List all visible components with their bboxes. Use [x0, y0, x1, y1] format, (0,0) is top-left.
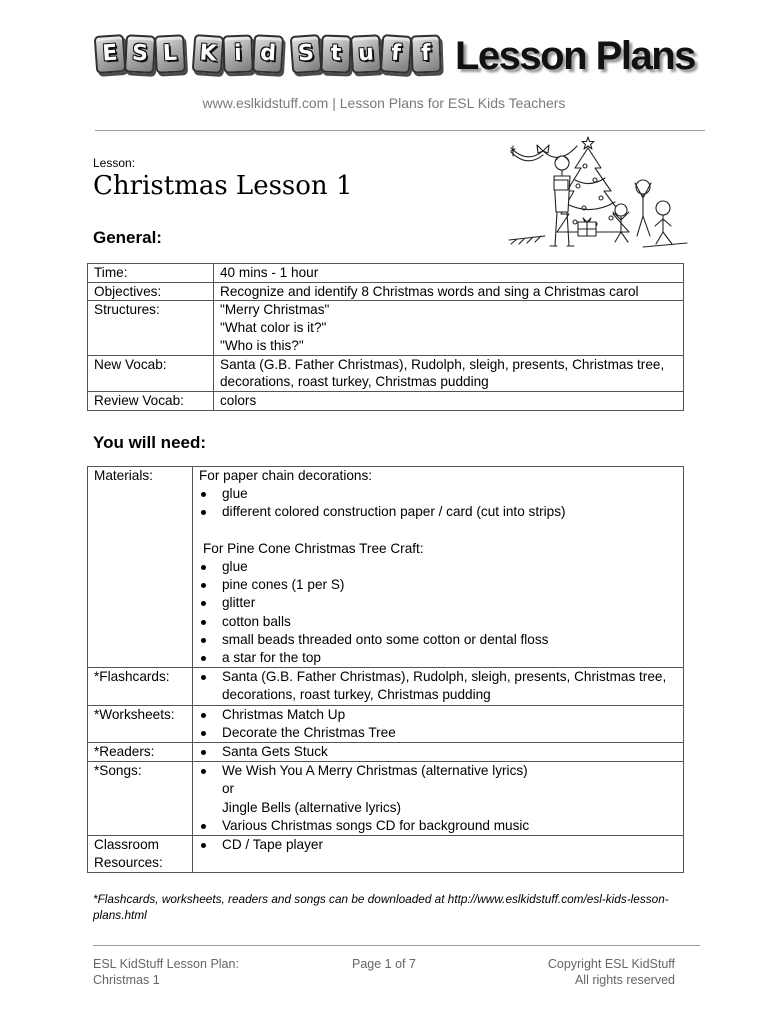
- footer-line: Christmas 1: [93, 973, 160, 987]
- list-item: [199, 649, 677, 667]
- label-line: Classroom: [94, 837, 159, 853]
- tree-star: [582, 137, 594, 149]
- list-item-text: decorations, roast turkey, Christmas pudding: [222, 687, 491, 703]
- row-value-new-vocab: [214, 355, 684, 391]
- download-footnote: [93, 892, 669, 923]
- list-item-text: Santa Gets Stuck: [222, 744, 328, 760]
- list-item-text: Various Christmas songs CD for background music: [222, 817, 530, 833]
- row-label-review-vocab: Review Vocab:: [88, 391, 214, 410]
- list-item: [199, 762, 677, 817]
- list-item-text: cotton balls: [222, 613, 291, 629]
- list-item: [199, 668, 677, 704]
- list-item: [199, 706, 677, 724]
- list-item-text: Jingle Bells (alternative lyrics): [222, 799, 402, 815]
- logo-letter-block: S: [290, 34, 323, 74]
- footer-copyright: [548, 956, 675, 988]
- row-label-flashcards: *Flashcards:: [88, 668, 193, 705]
- list-item: [199, 631, 677, 649]
- footnote-line: *Flashcards, worksheets, readers and songs can be downloaded at http://www.eslkidstuff.com/esl-kids-lesson-: [93, 892, 669, 906]
- value-line: 40 mins - 1 hour: [220, 265, 319, 280]
- table-row: [88, 762, 684, 836]
- list-item: [199, 485, 677, 503]
- list-item: [199, 503, 677, 521]
- list-item-text: glue: [222, 486, 248, 502]
- header-divider: [95, 130, 705, 131]
- row-label-readers: *Readers:: [88, 743, 193, 762]
- table-row: [88, 355, 684, 391]
- row-value-time: [214, 264, 684, 283]
- logo-letter-block: L: [154, 34, 186, 74]
- materials-group-heading: For paper chain decorations:: [199, 468, 373, 483]
- table-row: [88, 264, 684, 283]
- table-row: [88, 705, 684, 742]
- list-item-text: Christmas Match Up: [222, 706, 346, 722]
- list-item-text: pine cones (1 per S): [222, 577, 345, 593]
- row-value-readers: [193, 743, 684, 762]
- lesson-label: Lesson:: [93, 156, 136, 170]
- list-item-text: glue: [222, 559, 248, 574]
- list-item: [199, 724, 677, 742]
- children-figures: [613, 180, 672, 244]
- row-label-new-vocab: New Vocab:: [88, 355, 214, 391]
- presents: [578, 218, 596, 236]
- bullet-list: [199, 762, 677, 835]
- general-heading: General:: [93, 228, 162, 247]
- footer-line: Copyright ESL KidStuff: [547, 957, 675, 971]
- value-line: colors: [220, 392, 257, 408]
- you-will-need-heading: You will need:: [93, 433, 207, 452]
- logo-letter-block: d: [252, 34, 284, 74]
- bullet-list: [199, 558, 677, 667]
- row-value-review-vocab: [214, 391, 684, 410]
- row-label-time: Time:: [88, 264, 214, 283]
- value-line: Recognize and identify 8 Christmas words and sing a Christmas carol: [220, 283, 639, 299]
- value-line: Santa (G.B. Father Christmas), Rudolph, sleigh, presents, Christmas tree,: [220, 356, 665, 372]
- row-value-materials: [193, 467, 684, 668]
- row-label-structures: Structures:: [88, 301, 214, 355]
- table-row: [88, 391, 684, 410]
- footer-page-number: Page 1 of 7: [352, 957, 416, 971]
- list-item: [199, 576, 677, 594]
- christmas-scene-illustration: [505, 136, 690, 252]
- list-item: [199, 817, 677, 835]
- row-value-structures: [214, 301, 684, 355]
- list-item-text: glitter: [222, 595, 256, 611]
- list-item: [199, 836, 677, 854]
- list-item-text: We Wish You A Merry Christmas (alternative lyrics): [222, 763, 528, 779]
- materials-group-heading: For Pine Cone Christmas Tree Craft:: [203, 540, 424, 556]
- logo-word-kid: [193, 35, 283, 73]
- bullet-list: [199, 485, 677, 521]
- value-line: decorations, roast turkey, Christmas pudding: [220, 374, 489, 390]
- row-value-flashcards: [193, 668, 684, 705]
- list-item-text: a star for the top: [222, 650, 321, 666]
- row-value-worksheets: [193, 705, 684, 742]
- row-value-classroom-resources: [193, 836, 684, 873]
- value-line: "Who is this?": [220, 337, 304, 353]
- row-label-materials: Materials:: [88, 467, 193, 668]
- list-item: [199, 613, 677, 631]
- footer-line: ESL KidStuff Lesson Plan:: [93, 957, 239, 971]
- logo-word-stuff: [291, 35, 441, 73]
- row-label-classroom-resources: [88, 836, 193, 873]
- list-item: [199, 558, 677, 576]
- site-subtitle: www.eslkidstuff.com | Lesson Plans for ESL Kids Teachers: [202, 95, 566, 111]
- bullet-list: [199, 836, 677, 854]
- logo-letter-block: E: [94, 34, 127, 74]
- logo-letter-block: K: [192, 34, 225, 74]
- table-row: [88, 743, 684, 762]
- list-item-text: Santa (G.B. Father Christmas), Rudolph, sleigh, presents, Christmas tree,: [222, 669, 667, 685]
- list-item-text: or: [222, 781, 235, 797]
- footnote-line: plans.html: [93, 907, 147, 922]
- row-value-songs: [193, 762, 684, 836]
- value-line: "What color is it?": [220, 320, 327, 336]
- footer-divider: [93, 945, 700, 946]
- logo-letter-block: f: [410, 34, 441, 73]
- table-row: [88, 668, 684, 705]
- materials-table: [87, 466, 684, 873]
- logo-letter-block: f: [380, 34, 413, 74]
- bullet-list: [199, 668, 677, 704]
- label-line: Resources:: [94, 855, 163, 871]
- logo-word-esl: [95, 35, 185, 73]
- list-item-text: small beads threaded onto some cotton or dental floss: [222, 631, 549, 647]
- list-item-text: different colored construction paper / card (cut into strips): [222, 504, 566, 520]
- logo-letter-block: S: [124, 34, 156, 74]
- row-value-objectives: [214, 282, 684, 301]
- bullet-list: [199, 743, 677, 761]
- logo-letter-block: i: [222, 34, 253, 73]
- bullet-list: [199, 706, 677, 742]
- row-label-worksheets: *Worksheets:: [88, 705, 193, 742]
- table-row: [88, 467, 684, 668]
- list-item-text: CD / Tape player: [222, 837, 323, 853]
- list-item-text: Decorate the Christmas Tree: [222, 724, 396, 740]
- table-row: [88, 301, 684, 355]
- logo-letter-block: t: [320, 34, 351, 73]
- value-line: "Merry Christmas": [220, 302, 330, 318]
- esl-kidstuff-logo: [95, 35, 441, 73]
- lesson-title: Christmas Lesson 1: [93, 171, 353, 201]
- row-label-objectives: Objectives:: [88, 282, 214, 301]
- lesson-plans-title: Lesson Plans: [455, 34, 695, 78]
- general-info-table: [87, 263, 684, 411]
- footer-line: All rights reserved: [574, 973, 675, 987]
- table-row: [88, 282, 684, 301]
- list-item: [199, 743, 677, 761]
- list-item: [199, 594, 677, 612]
- table-row: [88, 836, 684, 873]
- blank-line: [199, 522, 677, 540]
- row-label-songs: *Songs:: [88, 762, 193, 836]
- logo-letter-block: u: [350, 34, 382, 74]
